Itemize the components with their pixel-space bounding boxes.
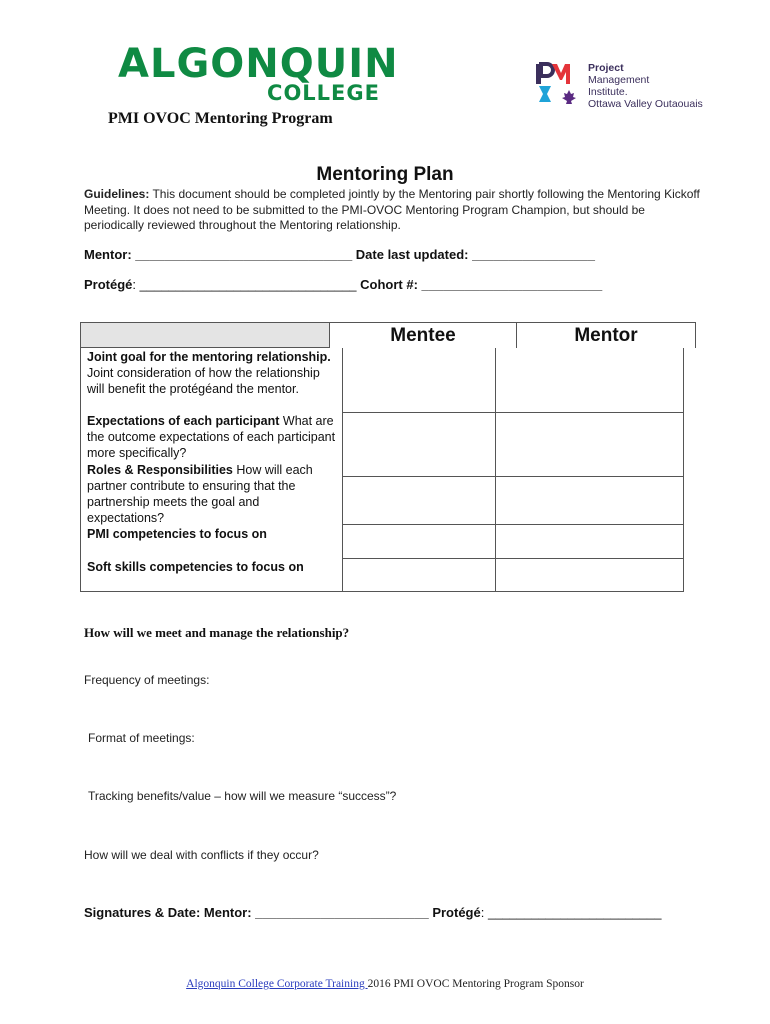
table-row-roles [87, 462, 339, 526]
row-description: Joint consideration of how the relationship will benefit the protégéand the mentor. [87, 366, 320, 396]
document-title: Mentoring Plan [316, 164, 454, 185]
guidelines-label: Guidelines: [84, 187, 150, 201]
mentor-signature-field[interactable]: Signatures & Date: Mentor: ________________________ [84, 905, 433, 920]
date-updated-field[interactable]: Date last updated: _________________ [352, 247, 595, 262]
mentee-cell-soft-skills[interactable] [343, 559, 494, 591]
guidelines-text: This document should be completed jointly by the Mentoring pair shortly following the Mentoring Kickoff Meeting. It does not need to be submitted to the PMI-OVOC Mentoring Program Champion, but should be periodically reviewed throughout the Mentoring relationship. [84, 187, 700, 232]
protege-cohort-line [84, 277, 602, 292]
column-header-mentor: Mentor [517, 322, 696, 348]
mentor-cell-soft-skills[interactable] [496, 559, 682, 591]
table-row-joint-goal [87, 349, 339, 397]
mentor-date-line [84, 247, 595, 262]
pmi-logo-line: Institute. [588, 86, 628, 98]
table-header-blank [80, 322, 330, 348]
logo-line-algonquin: ALGONQUIN [118, 41, 399, 87]
protege-signature-field[interactable]: : ________________________ [480, 905, 662, 920]
mentor-field[interactable]: Mentor: ______________________________ [84, 247, 353, 262]
mentor-cell-expectations[interactable] [496, 413, 682, 476]
row-description: What are the outcome expectations of each participant more specifically? [87, 414, 336, 460]
table-row-soft-skills [87, 559, 339, 575]
page-footer [0, 978, 770, 990]
mentor-cell-joint-goal[interactable] [496, 349, 682, 412]
table-row-expectations [87, 413, 339, 461]
mentor-cell-roles[interactable] [496, 477, 682, 524]
row-title: PMI competencies to focus on [87, 527, 267, 541]
pmi-logo-mark-icon [536, 62, 582, 108]
pmi-logo-text [588, 62, 703, 110]
protege-label: Protégé [84, 277, 133, 292]
frequency-label: Frequency of meetings: [84, 673, 210, 687]
mentee-cell-expectations[interactable] [343, 413, 494, 476]
mentee-cell-joint-goal[interactable] [343, 349, 494, 412]
pmi-logo-line: Management [588, 74, 650, 86]
row-title: Joint goal for the mentoring relationship. [87, 350, 331, 364]
mentoring-plan-table [80, 322, 696, 592]
algonquin-college-logo [118, 41, 399, 106]
row-title: Soft skills competencies to focus on [87, 560, 304, 574]
footer-text: 2016 PMI OVOC Mentoring Program Sponsor [367, 978, 584, 990]
relationship-question: How will we meet and manage the relationship? [84, 625, 350, 640]
logo-line-college: COLLEGE [267, 81, 380, 105]
mentee-cell-pmi-competencies[interactable] [343, 525, 494, 558]
row-description: How will each partner contribute to ensuring that the partnership meets the goal and expectations? [87, 463, 313, 525]
corporate-training-link[interactable]: Algonquin College Corporate Training [186, 978, 368, 990]
conflicts-label: How will we deal with conflicts if they occur? [84, 848, 319, 862]
mentor-cell-pmi-competencies[interactable] [496, 525, 682, 558]
cohort-field[interactable]: Cohort #: _________________________ [356, 277, 603, 292]
row-title: Roles & Responsibilities [87, 463, 233, 477]
tracking-label: Tracking benefits/value – how will we measure “success”? [88, 789, 397, 803]
column-header-mentee: Mentee [330, 322, 517, 348]
protege-signature-label: Protégé [432, 905, 481, 920]
pmi-logo-line: Project [588, 62, 624, 74]
mentee-cell-roles[interactable] [343, 477, 494, 524]
protege-field[interactable]: : ______________________________ [132, 277, 357, 292]
table-row-pmi-competencies [87, 526, 339, 542]
program-title: PMI OVOC Mentoring Program [108, 110, 333, 127]
pmi-logo-line: Ottawa Valley Outaouais [588, 98, 703, 110]
format-label: Format of meetings: [88, 731, 195, 745]
signature-line [84, 905, 661, 920]
pmi-ovoc-logo [536, 62, 716, 110]
row-title: Expectations of each participant [87, 414, 280, 428]
guidelines-paragraph [84, 187, 704, 234]
